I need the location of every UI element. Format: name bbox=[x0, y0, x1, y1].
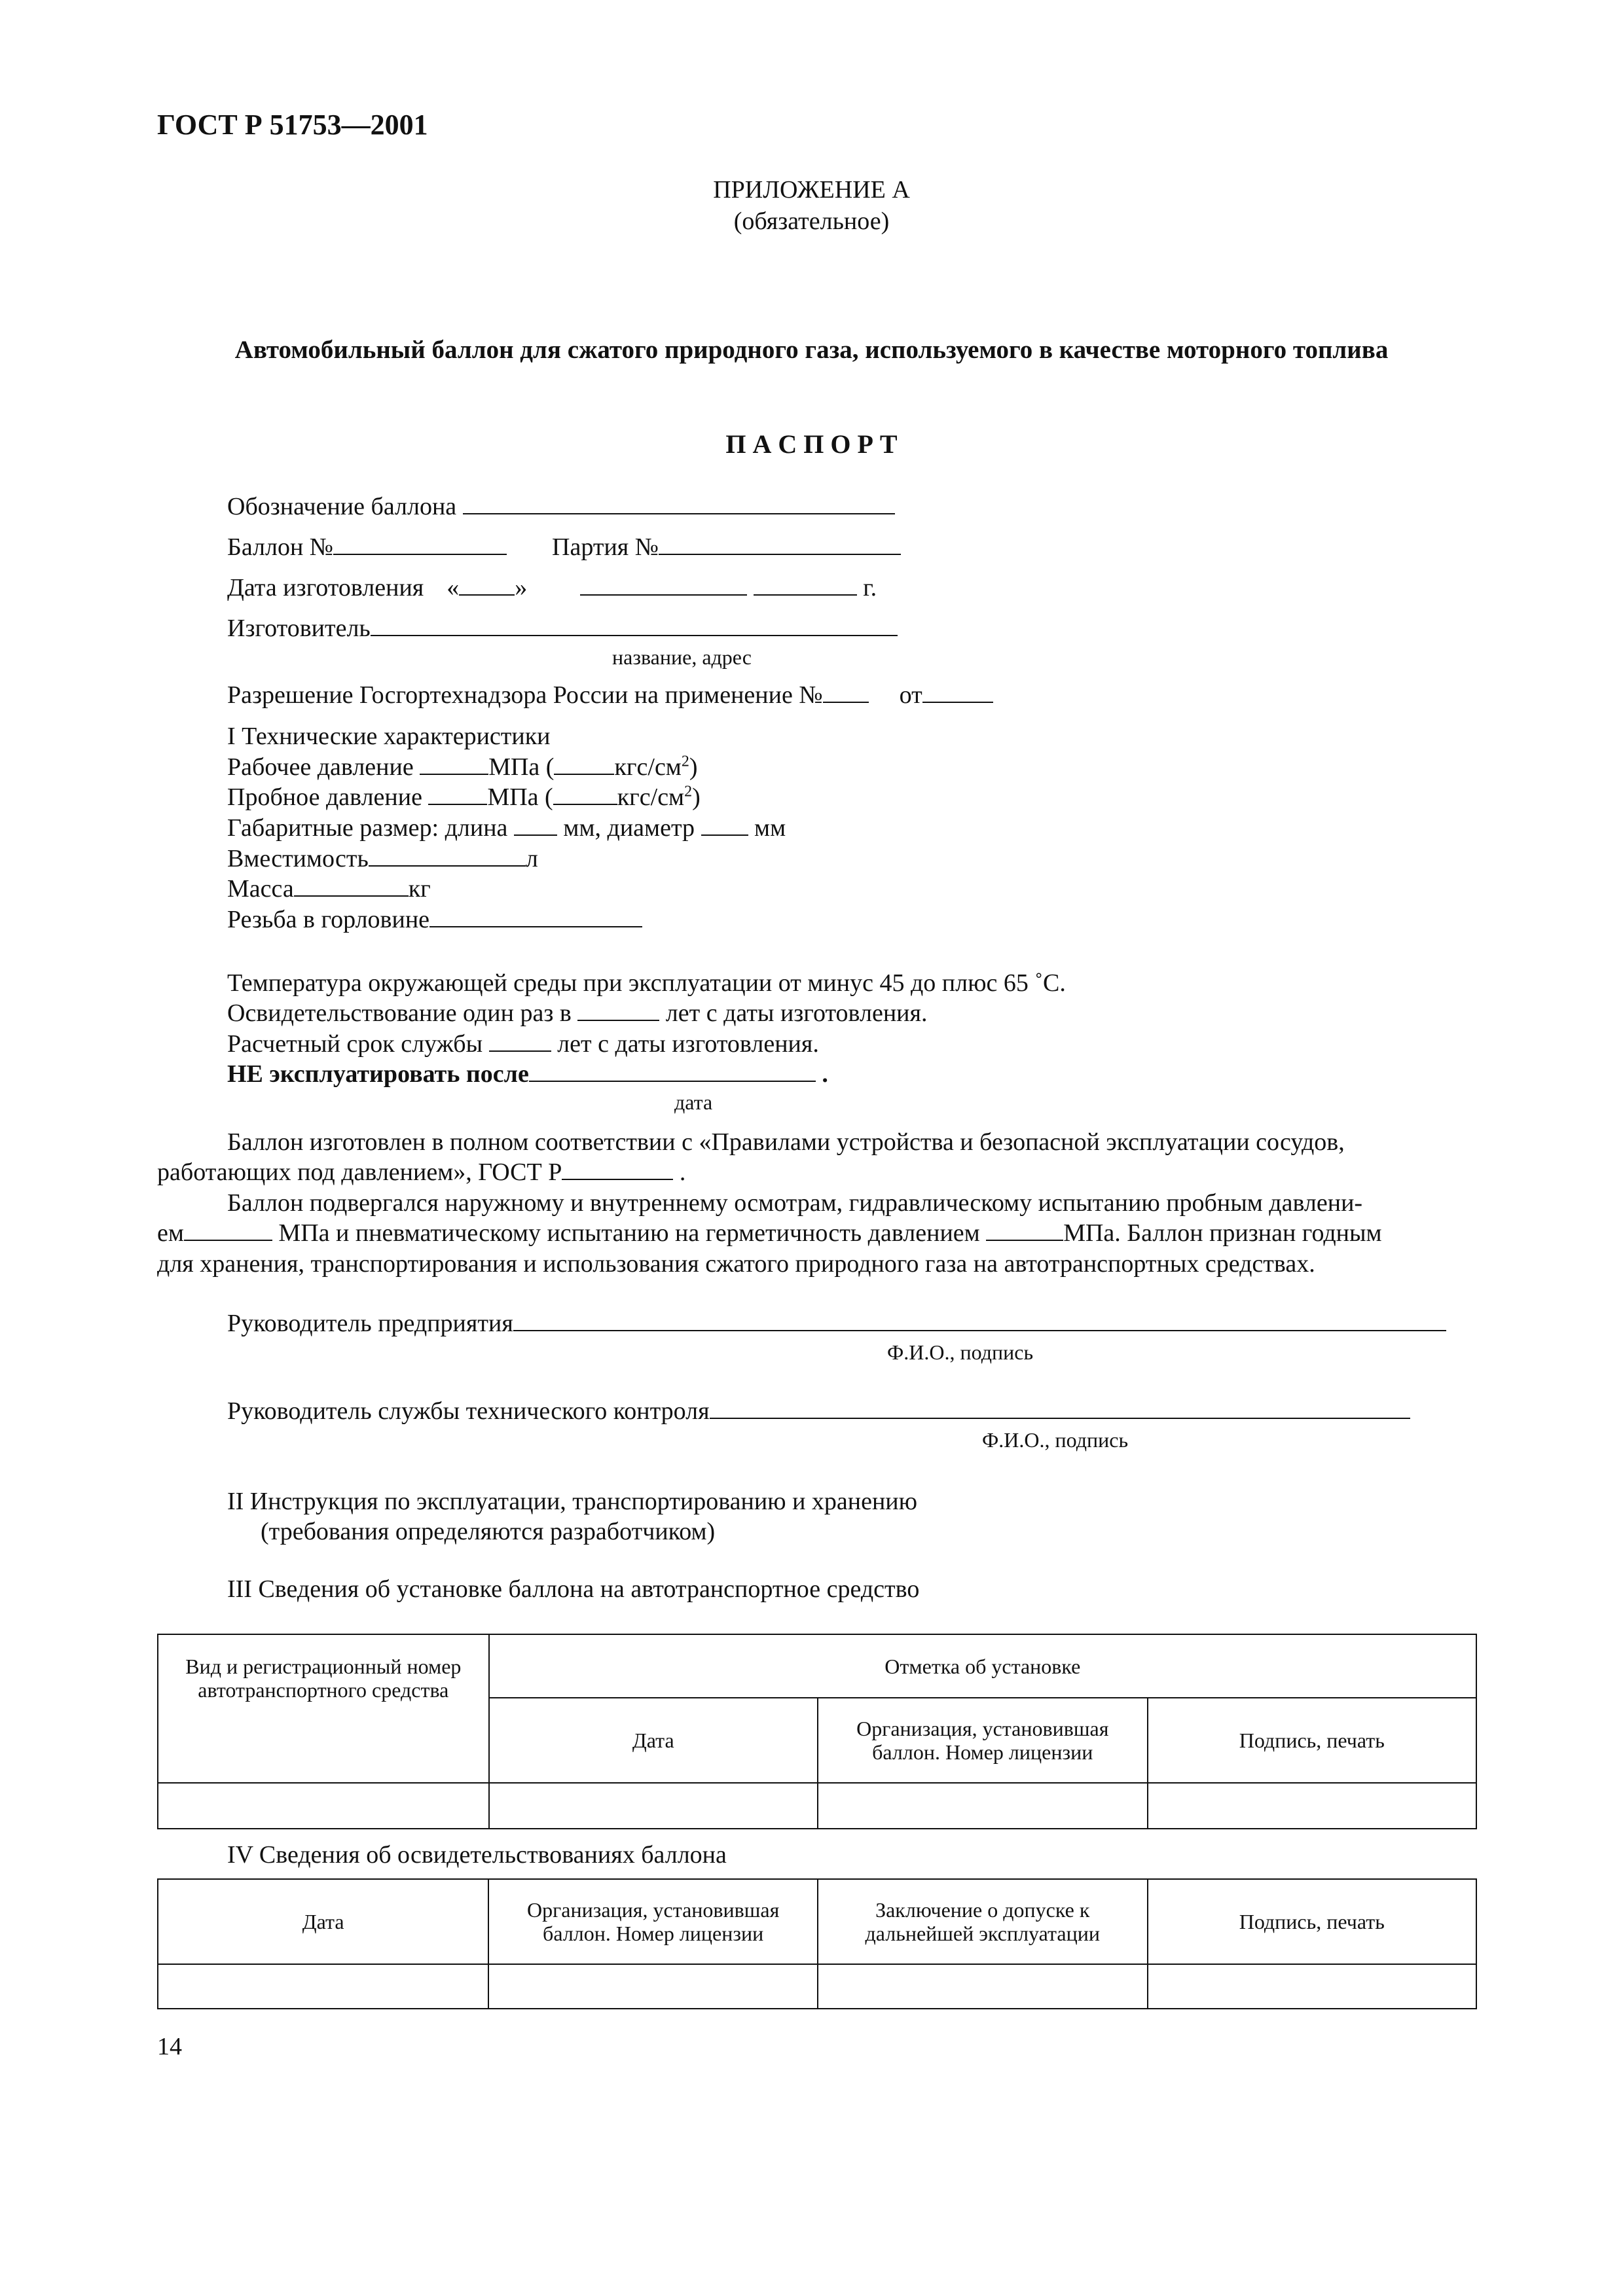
inspection-post: лет с даты изготовления. bbox=[665, 999, 928, 1027]
date-caption: дата bbox=[674, 1090, 713, 1114]
thread-row bbox=[227, 905, 642, 934]
permit-date-blank bbox=[922, 683, 993, 703]
unit-kgs: кгс/см bbox=[614, 753, 682, 781]
unit-kgs: кгс/см bbox=[617, 783, 685, 811]
test-pressure-mpa-blank bbox=[428, 785, 487, 805]
designation-row bbox=[227, 492, 895, 521]
thread-label: Резьба в горловине bbox=[227, 906, 430, 933]
unit-mpa: МПа ( bbox=[488, 753, 555, 781]
thread-blank bbox=[429, 908, 642, 927]
not-after-label: НЕ эксплуатировать после bbox=[227, 1060, 529, 1088]
paragraph-2-line-1: Баллон подвергался наружному и внутреннему осмотрам, гидравлическому испытанию пробным давлени- bbox=[227, 1189, 1363, 1217]
date-close-quote: » bbox=[515, 574, 528, 601]
paragraph-1-line-2 bbox=[157, 1158, 685, 1187]
service-life-blank bbox=[489, 1032, 551, 1052]
manufacturer-blank bbox=[371, 617, 898, 636]
col-organization-header: Организация, установившая баллон. Номер лицензии bbox=[488, 1879, 818, 1964]
day-blank bbox=[459, 576, 515, 596]
section-2-note: (требования определяются разработчиком) bbox=[261, 1518, 716, 1545]
appendix-title: ПРИЛОЖЕНИЕ А bbox=[713, 176, 910, 204]
col-installation-mark-header: Отметка об установке bbox=[489, 1634, 1476, 1698]
batch-no-label: Партия № bbox=[552, 533, 659, 561]
gost-ref-pre: работающих под давлением», ГОСТ Р bbox=[157, 1158, 562, 1186]
inspection-pre: Освидетельствование один раз в bbox=[227, 999, 572, 1027]
unit-exponent: 2 bbox=[681, 753, 689, 770]
empty-cell bbox=[1148, 1964, 1477, 2009]
pressure-text-a: ем bbox=[157, 1219, 184, 1247]
col-conclusion-header: Заключение о допуске к дальнейшей эксплуатации bbox=[818, 1879, 1148, 1964]
mass-blank bbox=[294, 877, 409, 897]
permit-from-label: от bbox=[899, 681, 922, 709]
paragraph-2-line-2 bbox=[157, 1219, 1382, 1247]
cylinder-row bbox=[227, 533, 901, 562]
unit-exponent: 2 bbox=[684, 783, 693, 800]
section-4-heading: IV Сведения об освидетельствованиях баллона bbox=[227, 1841, 727, 1869]
service-life-row bbox=[227, 1030, 819, 1058]
empty-cell bbox=[1148, 1783, 1476, 1829]
empty-cell bbox=[158, 1964, 488, 2009]
test-pressure-label: Пробное давление bbox=[227, 783, 422, 811]
appendix-status: (обязательное) bbox=[733, 207, 890, 235]
col-organization-header: Организация, установившая баллон. Номер лицензии bbox=[818, 1698, 1148, 1783]
temperature-text: Температура окружающей среды при эксплуатации от минус 45 до плюс 65 ˚С. bbox=[227, 969, 1066, 997]
liter-label: л bbox=[525, 845, 538, 872]
col-date-header: Дата bbox=[158, 1879, 488, 1964]
passport-title: П А С П О Р Т bbox=[725, 429, 898, 459]
permit-no-blank bbox=[823, 683, 869, 703]
director-signature-caption: Ф.И.О., подпись bbox=[887, 1340, 1034, 1364]
diameter-blank bbox=[701, 816, 748, 836]
mass-label: Масса bbox=[227, 875, 294, 903]
empty-cell bbox=[818, 1964, 1148, 2009]
dimensions-label: Габаритные размер: длина bbox=[227, 814, 508, 842]
permit-label: Разрешение Госгортехнадзора России на применение № bbox=[227, 681, 823, 709]
kg-label: кг bbox=[408, 875, 431, 903]
manufacturer-row bbox=[227, 614, 898, 643]
manufacture-date-label: Дата изготовления bbox=[227, 574, 424, 601]
section-2-heading: II Инструкция по эксплуатации, транспортированию и хранению bbox=[227, 1488, 918, 1515]
empty-cell bbox=[489, 1783, 818, 1829]
paragraph-1-line-1: Баллон изготовлен в полном соответствии с «Правилами устройства и безопасной эксплуатации сосудов, bbox=[227, 1128, 1345, 1156]
installation-table bbox=[157, 1634, 1477, 1829]
pressure-text-b: МПа и пневматическому испытанию на герметичность давлением bbox=[278, 1219, 980, 1247]
cylinder-no-label: Баллон № bbox=[227, 533, 334, 561]
year-suffix: г. bbox=[863, 574, 877, 601]
tightness-pressure-blank bbox=[986, 1221, 1063, 1241]
gost-ref-post: . bbox=[679, 1158, 686, 1186]
table-row bbox=[158, 1964, 1476, 2009]
inspections-table bbox=[157, 1878, 1477, 2009]
not-after-end: . bbox=[822, 1060, 828, 1088]
unit-mpa: МПа ( bbox=[487, 783, 553, 811]
gost-number-blank bbox=[562, 1160, 673, 1180]
designation-label: Обозначение баллона bbox=[227, 493, 457, 520]
close-paren: ) bbox=[692, 783, 701, 811]
batch-no-blank bbox=[659, 535, 901, 555]
pressure-text-c: МПа. Баллон признан годным bbox=[1063, 1219, 1382, 1247]
service-life-post: лет с даты изготовления. bbox=[557, 1030, 819, 1058]
qc-signature-caption: Ф.И.О., подпись bbox=[982, 1428, 1129, 1452]
col-signature-header: Подпись, печать bbox=[1148, 1698, 1476, 1783]
date-open-quote: « bbox=[447, 574, 460, 601]
capacity-row bbox=[227, 844, 538, 873]
permit-row bbox=[227, 681, 993, 709]
test-pressure-value-blank bbox=[184, 1221, 272, 1241]
capacity-label: Вместимость bbox=[227, 845, 369, 872]
cylinder-no-blank bbox=[333, 535, 507, 555]
length-blank bbox=[514, 816, 557, 836]
dimensions-row bbox=[227, 814, 786, 842]
col-vehicle-header: Вид и регистрационный номер автотранспортного средства bbox=[158, 1634, 489, 1783]
not-after-blank bbox=[529, 1062, 816, 1082]
col-signature-header: Подпись, печать bbox=[1148, 1879, 1477, 1964]
qc-head-label: Руководитель службы технического контроля bbox=[227, 1397, 710, 1425]
year-blank bbox=[754, 576, 857, 596]
section-3-heading: III Сведения об установке баллона на автотранспортное средство bbox=[227, 1575, 920, 1603]
designation-blank bbox=[463, 495, 895, 514]
empty-cell bbox=[158, 1783, 489, 1829]
director-label: Руководитель предприятия bbox=[227, 1310, 513, 1337]
inspection-years-blank bbox=[577, 1001, 659, 1021]
manufacturer-caption: название, адрес bbox=[612, 645, 752, 669]
mass-row bbox=[227, 874, 431, 903]
working-pressure-label: Рабочее давление bbox=[227, 753, 414, 781]
test-pressure-row bbox=[227, 783, 701, 812]
inspection-row bbox=[227, 999, 927, 1028]
working-pressure-kgs-blank bbox=[554, 755, 614, 775]
paragraph-2-line-3: для хранения, транспортирования и использования сжатого природного газа на автотранспортных средствах. bbox=[157, 1250, 1315, 1278]
manufacturer-label: Изготовитель bbox=[227, 615, 371, 642]
month-blank bbox=[580, 576, 747, 596]
table-row bbox=[158, 1783, 1476, 1829]
tech-heading: I Технические характеристики bbox=[227, 723, 551, 750]
document-title: Автомобильный баллон для сжатого природного газа, используемого в качестве моторного топлива bbox=[234, 336, 1389, 364]
director-signature-row bbox=[227, 1309, 1446, 1338]
qc-signature-line bbox=[710, 1399, 1410, 1419]
page-number: 14 bbox=[157, 2033, 182, 2060]
standard-header: ГОСТ Р 51753—2001 bbox=[157, 109, 428, 141]
working-pressure-mpa-blank bbox=[420, 755, 488, 775]
service-life-pre: Расчетный срок службы bbox=[227, 1030, 483, 1058]
director-signature-line bbox=[513, 1312, 1446, 1331]
test-pressure-kgs-blank bbox=[553, 785, 617, 805]
qc-signature-row bbox=[227, 1397, 1410, 1426]
mm-diameter-label: мм, диаметр bbox=[563, 814, 695, 842]
capacity-blank bbox=[369, 847, 526, 867]
manufacture-date-row bbox=[227, 573, 877, 602]
close-paren: ) bbox=[689, 753, 698, 781]
empty-cell bbox=[818, 1783, 1148, 1829]
working-pressure-row bbox=[227, 753, 698, 781]
col-date-header: Дата bbox=[489, 1698, 818, 1783]
mm-label: мм bbox=[754, 814, 786, 842]
not-after-row bbox=[227, 1060, 828, 1088]
empty-cell bbox=[488, 1964, 818, 2009]
